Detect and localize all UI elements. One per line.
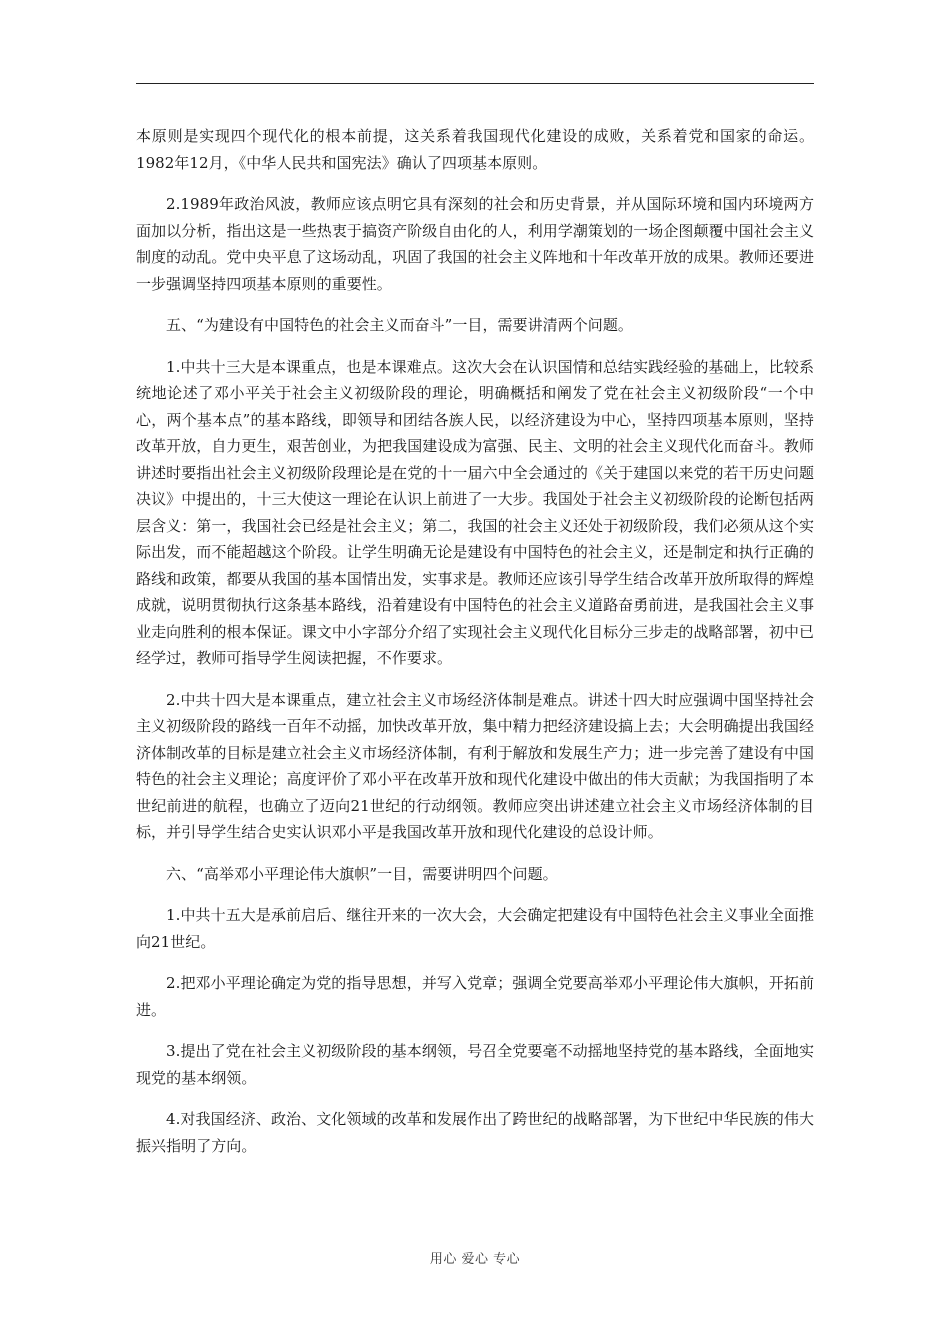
section-heading-five: 五、“为建设有中国特色的社会主义而奋斗”一目，需要讲清两个问题。 [166, 316, 633, 334]
header-rule [136, 83, 814, 84]
page-footer: 用心 爱心 专心 [429, 1252, 521, 1267]
paragraph-continuation: 本原则是实现四个现代化的根本前提，这关系着我国现代化建设的成败，关系着党和国家的命运。1982年12月，《中华人民共和国宪法》确认了四项基本原则。 [136, 127, 814, 172]
list-item-1: 1.中共十五大是承前启后、继往开来的一次大会，大会确定把建设有中国特色社会主义事业全面推向21世纪。 [136, 906, 814, 951]
paragraph-1989-political-turmoil: 2.1989年政治风波，教师应该点明它具有深刻的社会和历史背景，并从国际环境和国内环境两方面加以分析，指出这是一些热衷于搞资产阶级自由化的人，利用学潮策划的一场企图颠覆中国社会主义制度的动乱。党中央平息了这场动乱，巩固了我国的社会主义阵地和十年改革开放的成果。教师还要进一步强调坚持四项基本原则的重要性。 [136, 195, 814, 293]
list-item-3: 3.提出了党在社会主义初级阶段的基本纲领，号召全党要毫不动摇地坚持党的基本路线，全面地实现党的基本纲领。 [136, 1042, 814, 1087]
list-item-2: 2.把邓小平理论确定为党的指导思想，并写入党章；强调全党要高举邓小平理论伟大旗帜，开拓前进。 [136, 974, 814, 1019]
document-body [136, 123, 814, 1174]
paragraph-13th-congress: 1.中共十三大是本课重点，也是本课难点。这次大会在认识国情和总结实践经验的基础上，比较系统地论述了邓小平关于社会主义初级阶段的理论，明确概括和阐发了党在社会主义初级阶段“一个中心，两个基本点”的基本路线，即领导和团结各族人民，以经济建设为中心，坚持四项基本原则，坚持改革开放，自力更生，艰苦创业，为把我国建设成为富强、民主、文明的社会主义现代化而奋斗。教师讲述时要指出社会主义初级阶段理论是在党的十一届六中全会通过的《关于建国以来党的若干历史问题决议》中提出的，十三大使这一理论在认识上前进了一大步。我国处于社会主义初级阶段的论断包括两层含义：第一，我国社会已经是社会主义；第二，我国的社会主义还处于初级阶段，我们必须从这个实际出发，而不能超越这个阶段。让学生明确无论是建设有中国特色的社会主义，还是制定和执行正确的路线和政策，都要从我国的基本国情出发，实事求是。教师还应该引导学生结合改革开放所取得的辉煌成就，说明贯彻执行这条基本路线，沿着建设有中国特色的社会主义道路奋勇前进，是我国社会主义事业走向胜利的根本保证。课文中小字部分介绍了实现社会主义现代化目标分三步走的战略部署，初中已经学过，教师可指导学生阅读把握，不作要求。 [136, 357, 814, 667]
list-item-4: 4.对我国经济、政治、文化领域的改革和发展作出了跨世纪的战略部署，为下世纪中华民族的伟大振兴指明了方向。 [136, 1110, 814, 1155]
section-heading-six: 六、“高举邓小平理论伟大旗帜”一目，需要讲明四个问题。 [166, 864, 558, 883]
paragraph-14th-congress: 2.中共十四大是本课重点，建立社会主义市场经济体制是难点。讲述十四大时应强调中国坚持社会主义初级阶段的路线一百年不动摇，加快改革开放，集中精力把经济建设搞上去；大会明确提出我国经济体制改革的目标是建立社会主义市场经济体制，有利于解放和发展生产力；进一步完善了建设有中国特色的社会主义理论；高度评价了邓小平在改革开放和现代化建设中做出的伟大贡献；为我国指明了本世纪前进的航程，也确立了迈向21世纪的行动纲领。教师应突出讲述建立社会主义市场经济体制的目标，并引导学生结合史实认识邓小平是我国改革开放和现代化建设的总设计师。 [136, 690, 814, 841]
